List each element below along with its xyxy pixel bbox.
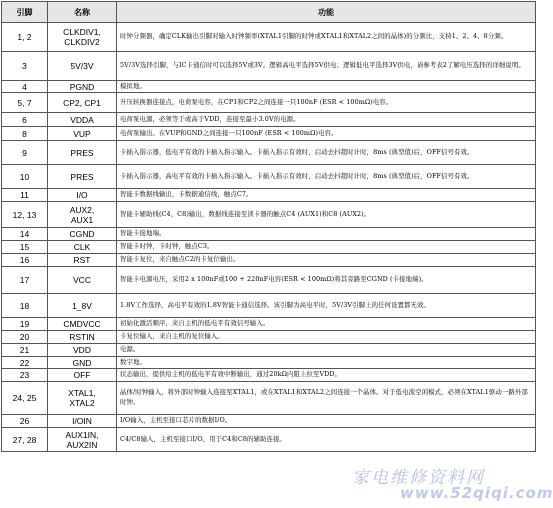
pin-name-cell: VUP [48, 127, 117, 141]
pin-number-cell: 10 [2, 165, 48, 189]
table-row [2, 81, 536, 93]
pin-function-cell: 升压转换器连接点，电荷泵电容，在CP1和CP2之间连接一只100nF (ESR < 100mΩ)电容。 [117, 93, 536, 113]
table-row [2, 267, 536, 294]
pin-name-cell: CMDVCC [48, 318, 117, 331]
table-row [2, 93, 536, 113]
table-row [2, 241, 536, 254]
pin-name-cell: 1_8V [48, 294, 117, 318]
pin-name-cell: I/O [48, 189, 117, 202]
pin-number-cell: 12, 13 [2, 202, 48, 228]
table-row [2, 228, 536, 241]
pin-name-cell: GND [48, 357, 117, 369]
pin-function-cell: 卡复位输入，来自主机的复位输入。 [117, 331, 536, 344]
pin-number-cell: 24, 25 [2, 382, 48, 415]
pin-name-cell: VDDA [48, 113, 117, 127]
table-row [2, 357, 536, 369]
pin-number-cell: 18 [2, 294, 48, 318]
pin-function-cell: 1.8V工作选择，高电平有效的1.8V智能卡通信选择。该引脚为高电平时，5V/3V引脚上的任何设置都无效。 [117, 294, 536, 318]
pin-function-cell: 智能卡复位，来自触点C2的卡复位输出。 [117, 254, 536, 267]
pin-function-cell: 晶体/时钟输入，将外部时钟输入连接至XTAL1，或在XTAL1和XTAL2之间连接一个晶体。对于低电流空闲模式，必须在XTAL1驱动一路外部时钟。 [117, 382, 536, 415]
table-row [2, 331, 536, 344]
pin-number-cell: 16 [2, 254, 48, 267]
pin-name-cell: OFF [48, 369, 117, 382]
pin-number-cell: 4 [2, 81, 48, 93]
pin-function-cell: 智能卡电源电压，采用2 x 100nF或100 + 220nF电容(ESR < 100mΩ)将其旁路至CGND (卡接地端)。 [117, 267, 536, 294]
pin-number-cell: 1, 2 [2, 23, 48, 52]
pin-function-cell: 卡插入指示器，高电平有效的卡插入指示输入。卡插入指示有效时，启动去抖超时计时，8ms (典型值)后，OFF信号有效。 [117, 165, 536, 189]
pin-name-cell: PRES [48, 141, 117, 165]
table-row [2, 344, 536, 357]
table-row [2, 428, 536, 452]
table-row [2, 415, 536, 428]
pin-function-cell: 电源。 [117, 344, 536, 357]
pin-name-cell: CP2, CP1 [48, 93, 117, 113]
pin-description-document [1, 1, 535, 452]
pin-name-cell: VDD [48, 344, 117, 357]
pin-function-cell: 智能卡辅助线(C4、C8)输出，数据线连接至读卡器的触点C4 (AUX1)和C8 (AUX2)。 [117, 202, 536, 228]
pin-name-cell: CLK [48, 241, 117, 254]
pin-function-cell: I/O输入，主机至接口芯片的数据I/O。 [117, 415, 536, 428]
pin-number-cell: 11 [2, 189, 48, 202]
pin-name-cell: AUX1IN, AUX2IN [48, 428, 117, 452]
pin-number-cell: 9 [2, 141, 48, 165]
pin-function-cell: 数字地。 [117, 357, 536, 369]
pin-number-cell: 17 [2, 267, 48, 294]
pin-number-cell: 20 [2, 331, 48, 344]
pin-name-cell: AUX2, AUX1 [48, 202, 117, 228]
pin-column-header: 引脚 [2, 2, 48, 23]
pin-name-cell: I/OIN [48, 415, 117, 428]
table-body [2, 23, 536, 452]
watermark-site-name: 家电维修资料网 [352, 468, 485, 488]
table-header-row [2, 2, 536, 23]
pin-name-cell: PRES [48, 165, 117, 189]
pin-number-cell: 8 [2, 127, 48, 141]
pin-name-cell: PGND [48, 81, 117, 93]
function-column-header: 功能 [117, 2, 536, 23]
pin-function-cell: 智能卡数据线输出，卡数据通信线，触点C7。 [117, 189, 536, 202]
name-column-header: 名称 [48, 2, 117, 23]
table-row [2, 113, 536, 127]
table-row [2, 165, 536, 189]
pin-function-cell: 5V/3V选择引脚，与IC卡通信时可以选择5V或3V。逻辑高电平选择5V供电；逻辑低电平选择3V供电，请参考表2了解电压选择的详细说明。 [117, 52, 536, 81]
table-row [2, 23, 536, 52]
pin-number-cell: 15 [2, 241, 48, 254]
pin-function-cell: 模拟地。 [117, 81, 536, 93]
table-row [2, 202, 536, 228]
pin-name-cell: CGND [48, 228, 117, 241]
pin-number-cell: 19 [2, 318, 48, 331]
table-row [2, 127, 536, 141]
pin-name-cell: RSTIN [48, 331, 117, 344]
table-row [2, 294, 536, 318]
pin-name-cell: VCC [48, 267, 117, 294]
watermark-url: www.52qiqi.com [400, 484, 553, 502]
pin-function-cell: 时钟分频器，确定CLK输出引脚对输入时钟频率(XTAL1引脚的时钟或XTAL1和XTAL2之间的晶体)的分频比，支持1、2、4、8分频。 [117, 23, 536, 52]
pin-number-cell: 6 [2, 113, 48, 127]
pin-number-cell: 27, 28 [2, 428, 48, 452]
pin-name-cell: XTAL1, XTAL2 [48, 382, 117, 415]
pin-function-cell: 电荷泵电源，必须等于或高于VDD，连接至最小3.0V的电源。 [117, 113, 536, 127]
table-row [2, 369, 536, 382]
pin-function-cell: 智能卡接地端。 [117, 228, 536, 241]
pin-number-cell: 5, 7 [2, 93, 48, 113]
pin-number-cell: 3 [2, 52, 48, 81]
pin-name-cell: CLKDIV1, CLKDIV2 [48, 23, 117, 52]
pin-name-cell: 5V/3V [48, 52, 117, 81]
pin-number-cell: 21 [2, 344, 48, 357]
pin-number-cell: 23 [2, 369, 48, 382]
table-row [2, 189, 536, 202]
pin-function-cell: C4/C8输入，主机至接口I/O，用于C4和C8的辅助连接。 [117, 428, 536, 452]
pin-number-cell: 22 [2, 357, 48, 369]
table-row [2, 254, 536, 267]
pin-function-cell: 卡插入指示器，低电平有效的卡插入指示输入。卡插入指示有效时，启动去抖超时计时，8ms (典型值)后，OFF信号有效。 [117, 141, 536, 165]
table-row [2, 318, 536, 331]
pin-function-table [1, 1, 536, 452]
pin-function-cell: 智能卡时钟，卡时钟，触点C3。 [117, 241, 536, 254]
pin-function-cell: 电荷泵输出。在VUP和GND之间连接一只100nF (ESR < 100mΩ)电容。 [117, 127, 536, 141]
table-row [2, 141, 536, 165]
pin-name-cell: RST [48, 254, 117, 267]
table-row [2, 382, 536, 415]
table-row [2, 52, 536, 81]
pin-number-cell: 26 [2, 415, 48, 428]
pin-function-cell: 状态输出，提供给主机的低电平有效中断输出，通过20kΩ内阻上拉至VDD。 [117, 369, 536, 382]
pin-function-cell: 初始化激活顺序，来自主机的低电平有效信号输入。 [117, 318, 536, 331]
pin-number-cell: 14 [2, 228, 48, 241]
